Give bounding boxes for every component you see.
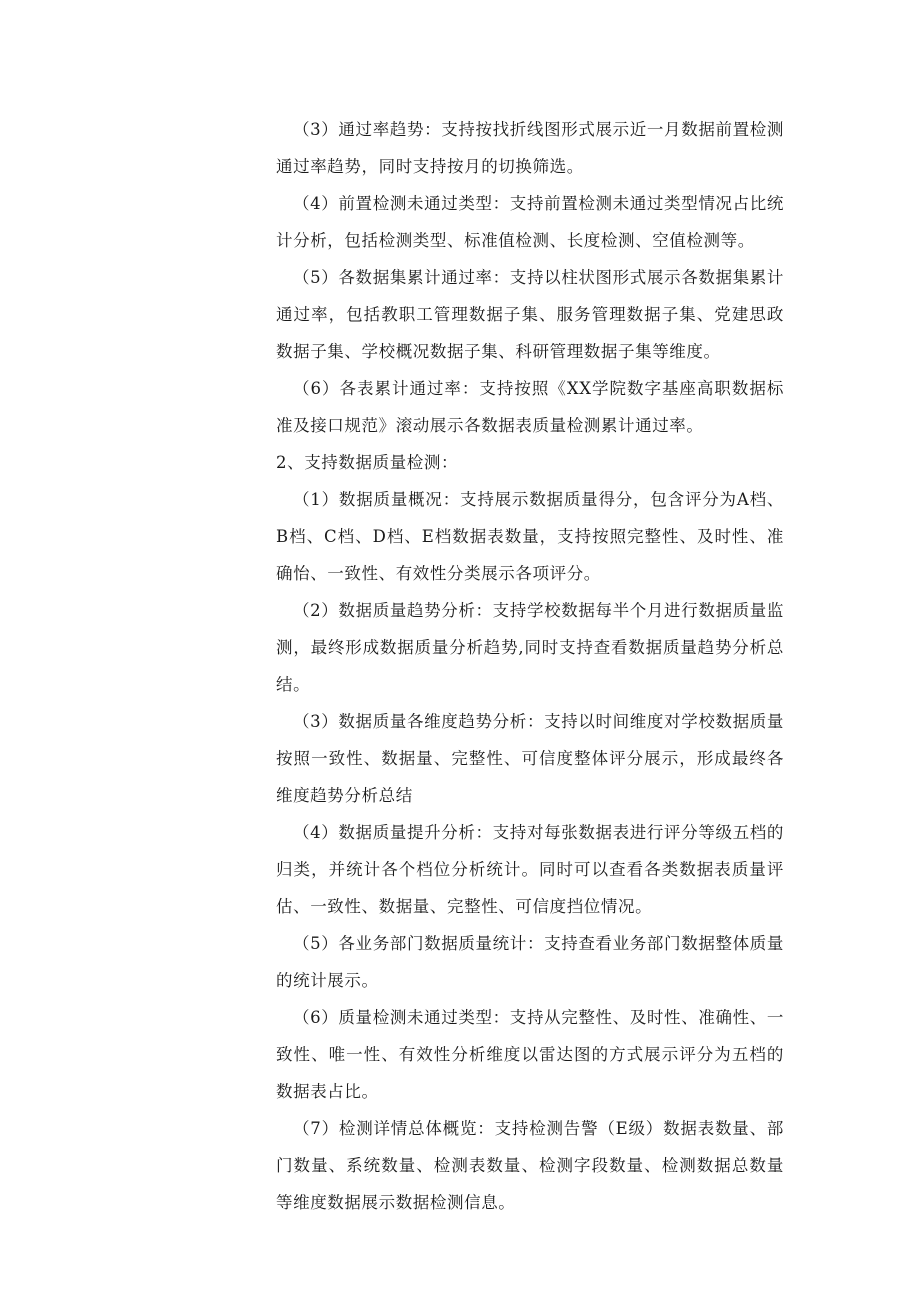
paragraph-pass-rate-trend: （3）通过率趋势：支持按找折线图形式展示近一月数据前置检测通过率趋势，同时支持按月的切换筛选。: [276, 120, 784, 176]
paragraph-quality-improvement: （4）数据质量提升分析：支持对每张数据表进行评分等级五档的归类，并统计各个档位分析统计。同时可以查看各类数据表质量评估、一致性、数据量、完整性、可信度挡位情况。: [276, 823, 784, 916]
section-heading-quality-check: 2、支持数据质量检测：: [276, 453, 459, 472]
paragraph-quality-overview: （1）数据质量概况：支持展示数据质量得分，包含评分为A档、B档、C档、D档、E档数据表数量，支持按照完整性、及时性、准确怡、一致性、有效性分类展示各项评分。: [276, 490, 784, 583]
document-body: [276, 111, 784, 1221]
paragraph-quality-trend: （2）数据质量趋势分析：支持学校数据每半个月进行数据质量监测，最终形成数据质量分析趋势,同时支持查看数据质量趋势分析总结。: [276, 601, 784, 694]
paragraph-detail-overview: （7）检测详情总体概览：支持检测告警（E级）数据表数量、部门数量、系统数量、检测表数量、检测字段数量、检测数据总数量等维度数据展示数据检测信息。: [276, 1119, 784, 1212]
paragraph-department-quality: （5）各业务部门数据质量统计：支持查看业务部门数据整体质量的统计展示。: [276, 934, 784, 990]
paragraph-dataset-pass-rate: （5）各数据集累计通过率：支持以柱状图形式展示各数据集累计通过率，包括教职工管理数据子集、服务管理数据子集、党建思政数据子集、学校概况数据子集、科研管理数据子集等维度。: [276, 268, 784, 361]
paragraph-check-fail-types: （6）质量检测未通过类型：支持从完整性、及时性、准确性、一致性、唯一性、有效性分析维度以雷达图的方式展示评分为五档的数据表占比。: [276, 1008, 784, 1101]
paragraph-table-pass-rate: （6）各表累计通过率：支持按照《XX学院数字基座高职数据标准及接口规范》滚动展示各数据表质量检测累计通过率。: [276, 379, 784, 435]
paragraph-precheck-fail-types: （4）前置检测未通过类型：支持前置检测未通过类型情况占比统计分析，包括检测类型、标准值检测、长度检测、空值检测等。: [276, 194, 784, 250]
paragraph-dimension-trend: （3）数据质量各维度趋势分析：支持以时间维度对学校数据质量按照一致性、数据量、完整性、可信度整体评分展示，形成最终各维度趋势分析总结: [276, 712, 784, 805]
